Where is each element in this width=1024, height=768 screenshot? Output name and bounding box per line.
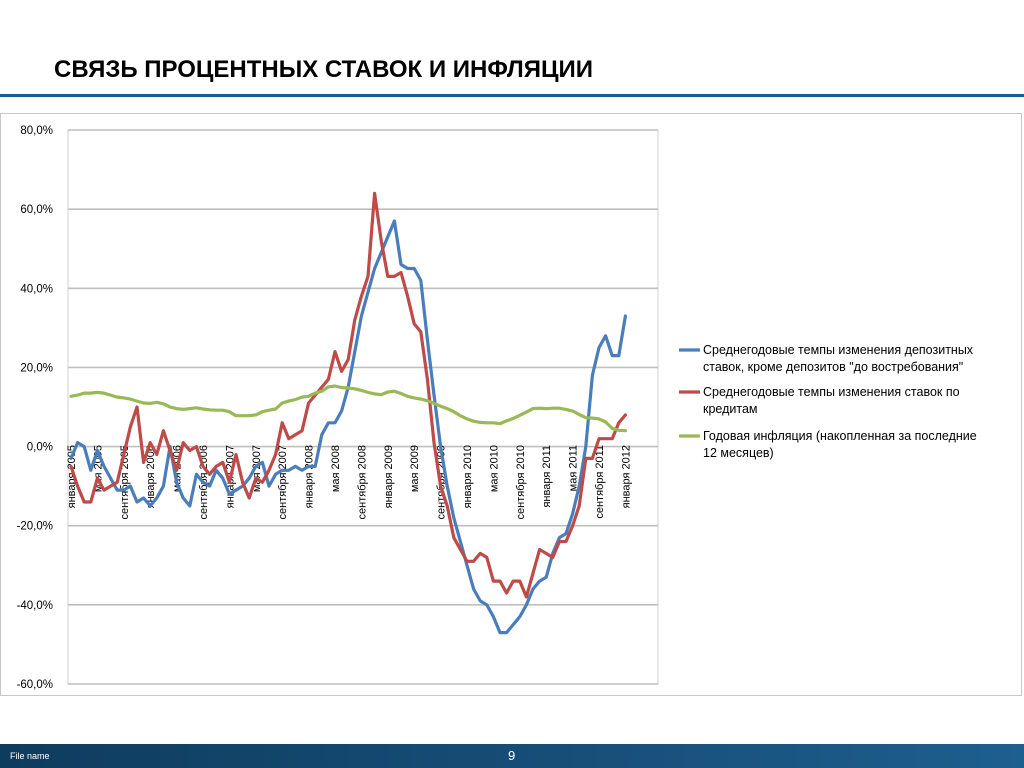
x-tick-label: января 2010	[462, 445, 474, 509]
y-tick-label: 20,0%	[20, 362, 53, 375]
y-tick-label: 80,0%	[20, 125, 53, 137]
y-tick-label: 0,0%	[26, 441, 53, 454]
series-line-credit	[71, 193, 625, 597]
x-tick-label: января 2012	[620, 445, 633, 509]
x-tick-label: сентября 2010	[514, 445, 527, 520]
line-chart	[1, 114, 1021, 695]
x-tick-label: мая 2007	[250, 445, 263, 493]
legend-label-inflation: 12 месяцев)	[703, 446, 774, 460]
x-tick-label: сентября 2006	[198, 445, 210, 520]
footer-bar	[0, 744, 1024, 768]
legend-label-deposit: Среднегодовые темпы изменения депозитных	[703, 343, 974, 357]
plot-area-border	[68, 130, 658, 684]
x-axis	[66, 445, 632, 519]
y-tick-label: -40,0%	[16, 599, 53, 612]
y-tick-label: 60,0%	[20, 204, 53, 217]
y-tick-label: -60,0%	[16, 679, 53, 691]
x-tick-label: января 2009	[382, 445, 395, 509]
x-tick-label: мая 2006	[171, 445, 184, 493]
chart-series	[71, 193, 625, 632]
footer-file-name: File name	[10, 751, 50, 761]
x-tick-label: сентября 2011	[594, 445, 606, 519]
slide-title: СВЯЗЬ ПРОЦЕНТНЫХ СТАВОК И ИНФЛЯЦИИ	[54, 56, 594, 83]
chart-gridlines	[68, 130, 658, 684]
y-tick-label: 40,0%	[20, 283, 53, 296]
legend-label-deposit: ставок, кроме депозитов "до востребования"	[703, 360, 964, 374]
x-tick-label: мая 2005	[92, 445, 105, 493]
y-axis	[17, 125, 53, 691]
x-tick-label: мая 2011	[567, 445, 580, 492]
legend-label-inflation: Годовая инфляция (накопленная за последние	[703, 429, 977, 443]
x-tick-label: мая 2009	[409, 445, 422, 493]
legend-label-credit: Среднегодовые темпы изменения ставок по	[703, 385, 960, 399]
series-line-deposit	[71, 221, 625, 633]
chart-legend	[679, 343, 977, 460]
y-tick-label: -20,0%	[16, 520, 53, 533]
title-divider	[0, 94, 1024, 97]
footer-page-number: 9	[508, 748, 516, 763]
x-tick-label: января 2005	[66, 445, 78, 509]
x-tick-label: января 2011	[541, 445, 554, 508]
x-tick-label: января 2008	[303, 445, 316, 509]
x-tick-label: сентября 2008	[356, 445, 369, 520]
x-tick-label: мая 2010	[488, 445, 501, 493]
x-tick-label: сентября 2005	[118, 445, 131, 520]
x-tick-label: мая 2008	[330, 445, 342, 493]
chart-frame	[0, 113, 1022, 696]
x-tick-label: сентября 2007	[277, 445, 290, 520]
legend-label-credit: кредитам	[703, 402, 758, 416]
x-tick-label: января 2007	[224, 445, 237, 509]
x-tick-label: сентября 2009	[435, 444, 448, 520]
x-tick-label: января 2006	[145, 445, 158, 509]
